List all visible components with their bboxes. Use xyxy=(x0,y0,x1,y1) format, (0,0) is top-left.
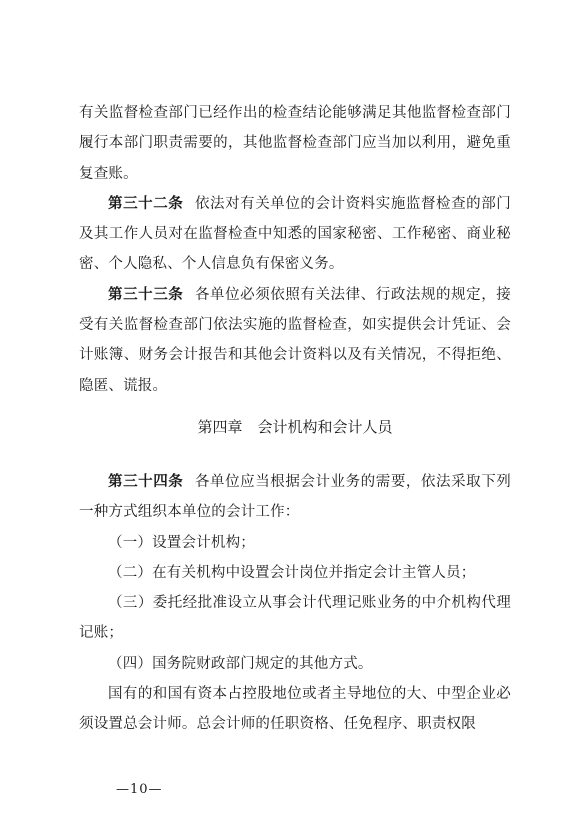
article-32 xyxy=(79,189,511,280)
article-34-item: （二）在有关机构中设置会计岗位并指定会计主管人员； xyxy=(108,564,476,581)
article-34-text: 各单位应当根据会计业务的需要，依法采取下列一种方式组织本单位的会计工作： xyxy=(79,474,511,521)
continuation-paragraph: 有关监督检查部门已经作出的检查结论能够满足其他监督检查部门履行本部门职责需要的，其他监督检查部门应当加以利用，避免重复查账。 xyxy=(79,105,511,182)
article-32-text: 依法对有关单位的会计资料实施监督检查的部门及其工作人员对在监督检查中知悉的国家秘密、工作秘密、商业秘密、个人隐私、个人信息负有保密义务。 xyxy=(79,195,511,273)
article-34-item: （四）国务院财政部门规定的其他方式。 xyxy=(108,655,373,672)
article-33-number: 第三十三条 xyxy=(108,286,184,303)
article-34 xyxy=(79,467,511,528)
article-32-number: 第三十二条 xyxy=(108,195,184,212)
article-34-paragraph: 国有的和国有资本占控股地位或者主导地位的大、中型企业必须设置总会计师。总会计师的任职资格、任免程序、职责权限 xyxy=(79,686,511,733)
body-text-lower xyxy=(79,467,511,740)
article-33 xyxy=(79,280,511,401)
article-34-number: 第三十四条 xyxy=(108,474,184,490)
chapter-title: 会计机构和会计人员 xyxy=(257,418,393,436)
article-33-text: 各单位必须依照有关法律、行政法规的规定，接受有关监督检查部门依法实施的监督检查，如实提供会计凭证、会计账簿、财务会计报告和其他会计资料以及有关情况，不得拒绝、隐匿、谎报。 xyxy=(79,286,511,394)
page-number: —10— xyxy=(116,782,163,797)
article-34-item: （三）委托经批准设立从事会计代理记账业务的中介机构代理记账； xyxy=(79,595,511,642)
article-34-item: （一）设置会计机构； xyxy=(108,534,255,551)
chapter-number: 第四章 xyxy=(197,418,243,436)
body-text-upper xyxy=(79,98,511,401)
chapter-heading xyxy=(79,412,511,442)
